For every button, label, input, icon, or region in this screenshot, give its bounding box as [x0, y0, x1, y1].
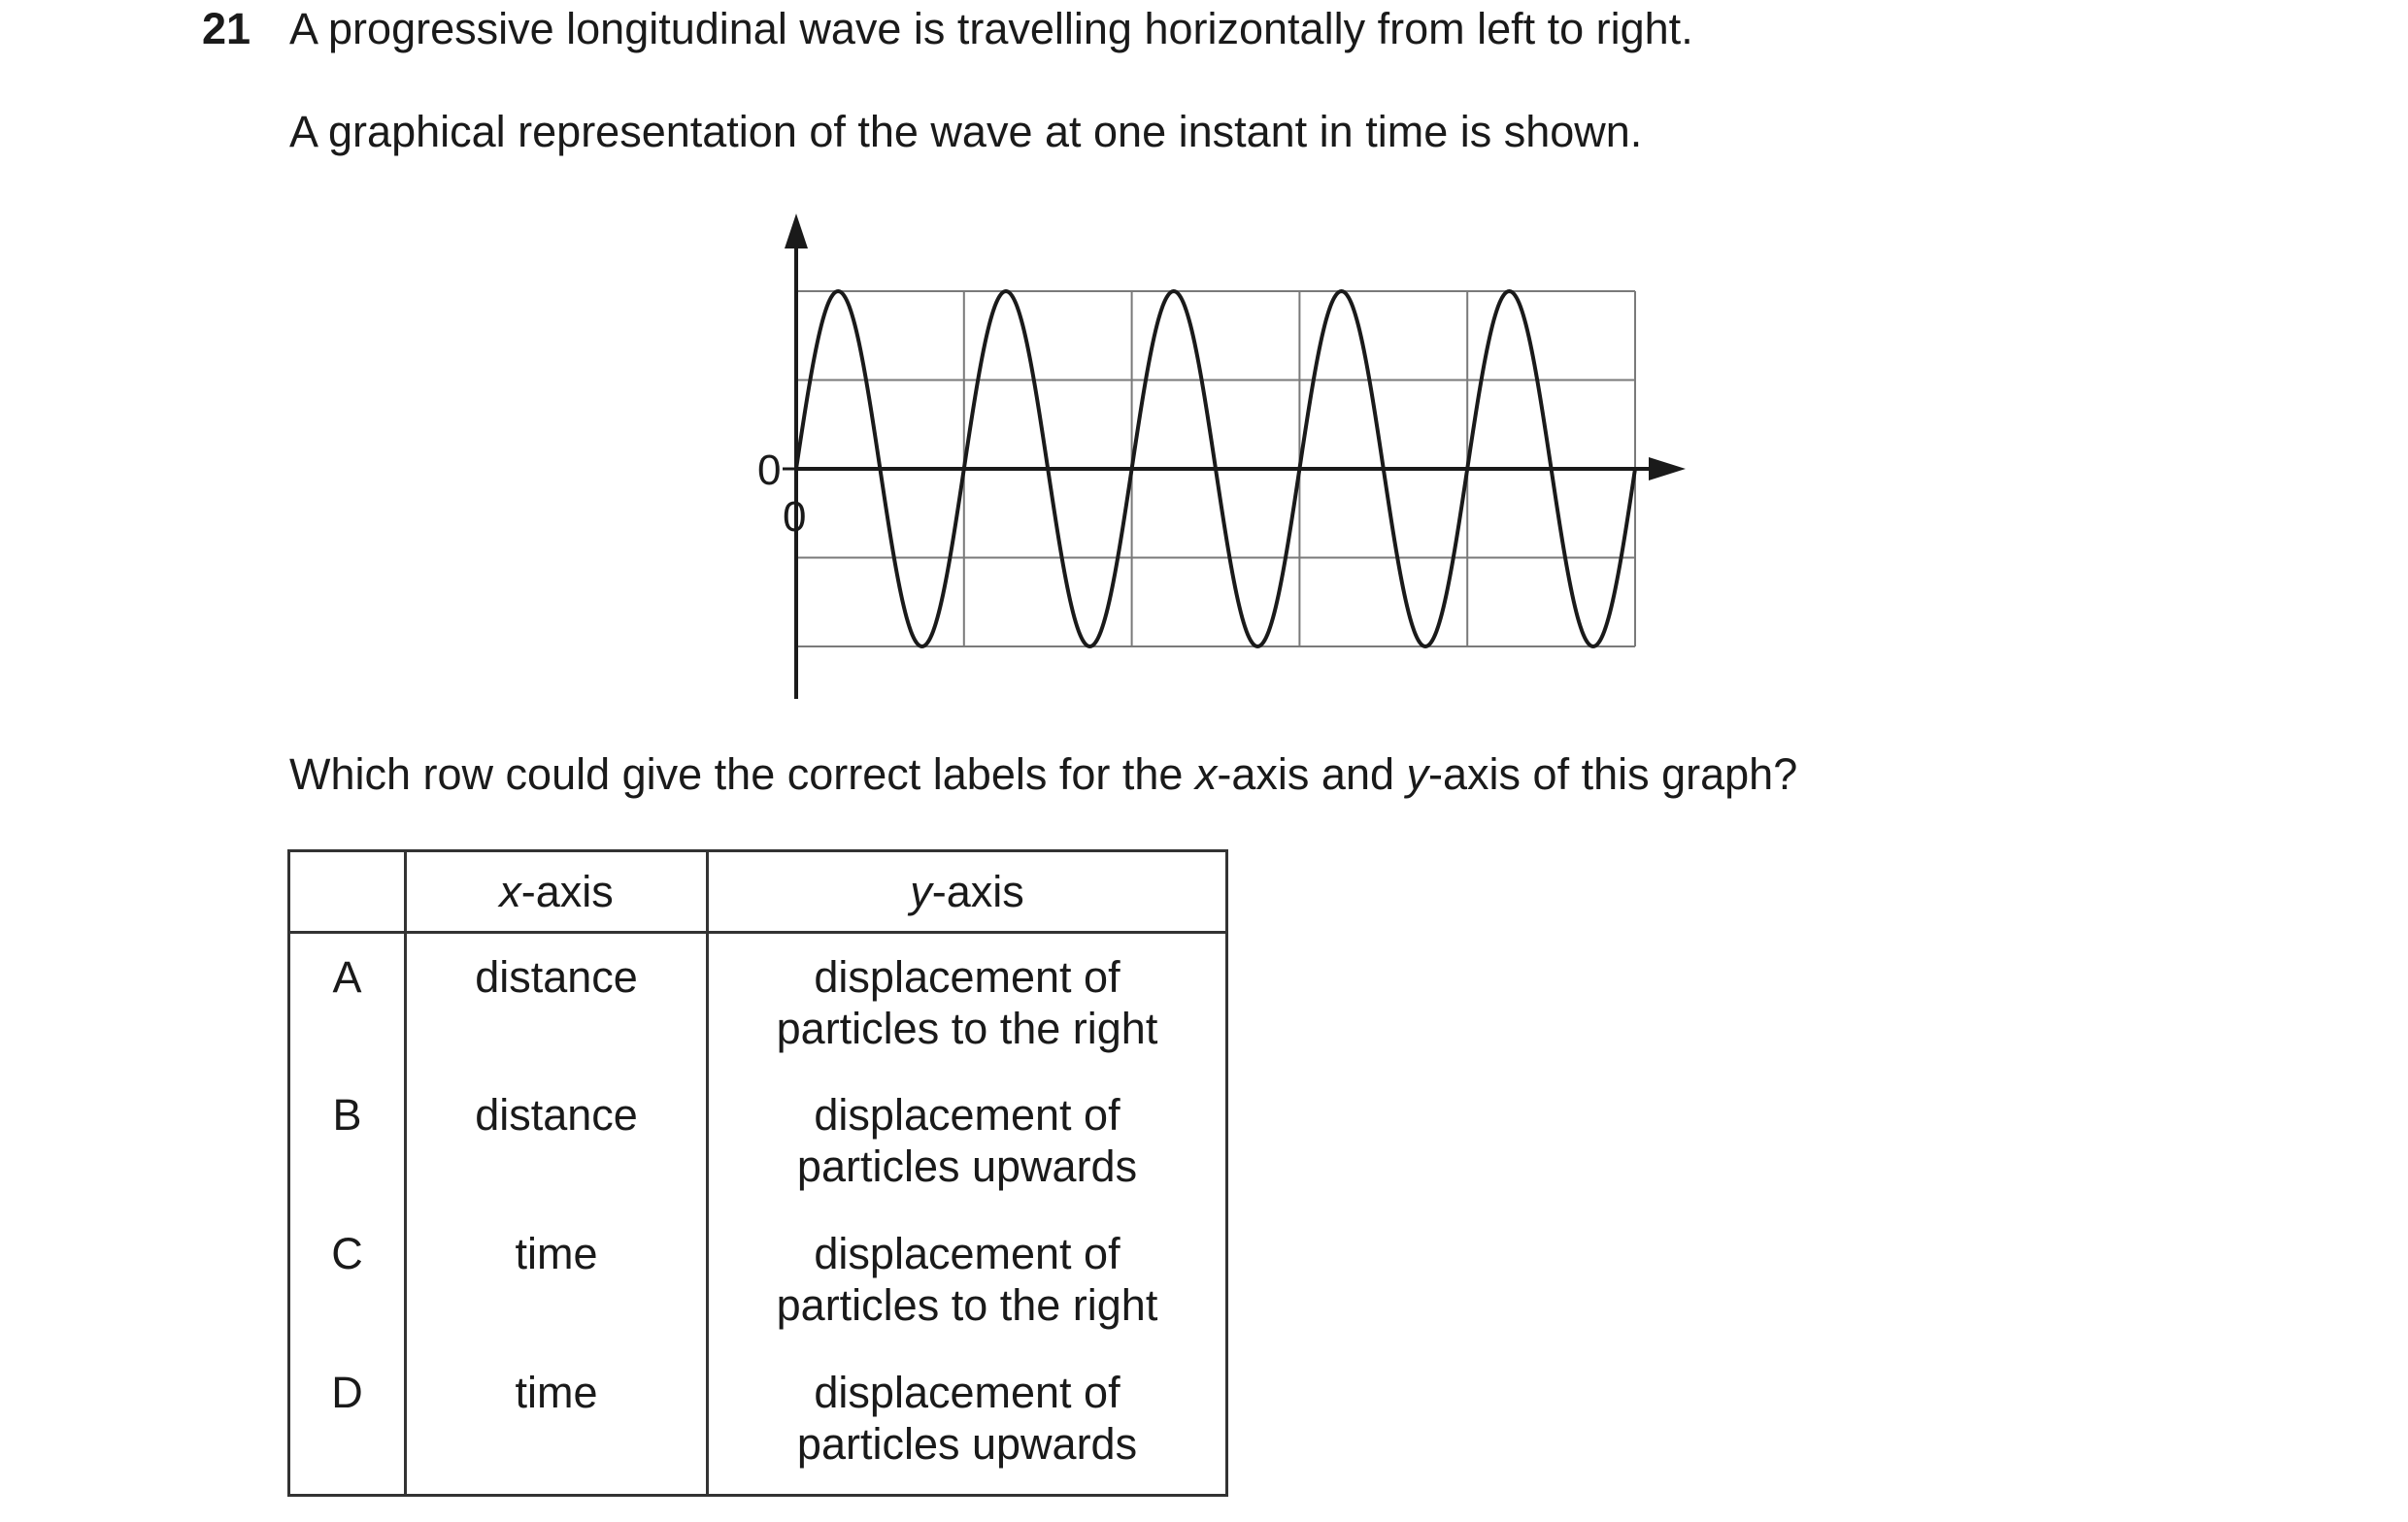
y-axis-arrowhead: [785, 214, 808, 248]
table-row: [289, 1072, 1227, 1210]
option-y-line1: displacement of: [814, 1367, 1120, 1417]
option-y-axis: [708, 1210, 1227, 1349]
option-y-axis: [708, 1349, 1227, 1496]
option-y-axis: [708, 1072, 1227, 1210]
option-x-axis: distance: [406, 1072, 708, 1210]
header-y-axis: [708, 851, 1227, 933]
option-x-axis: distance: [406, 933, 708, 1072]
x-axis-arrowhead: [1649, 457, 1686, 480]
option-key: A: [289, 933, 406, 1072]
prompt-part-3: -axis of this graph?: [1428, 749, 1798, 799]
option-y-line2: particles to the right: [776, 1004, 1158, 1053]
table-header-row: [289, 851, 1227, 933]
table-row: [289, 1210, 1227, 1349]
option-key: C: [289, 1210, 406, 1349]
prompt-part-1: Which row could give the correct labels for the: [289, 749, 1195, 799]
question-number: 21: [202, 4, 251, 53]
y-origin-label: 0: [757, 447, 782, 494]
option-y-line2: particles upwards: [796, 1141, 1138, 1191]
option-y-line1: displacement of: [814, 1089, 1120, 1140]
option-key: B: [289, 1072, 406, 1210]
answer-options-table: [287, 849, 1228, 1497]
option-key: D: [289, 1349, 406, 1496]
wave-graph: [0, 0, 2408, 738]
x-origin-label: 0: [783, 493, 807, 541]
option-y-axis: [708, 933, 1227, 1072]
option-y-line2: particles upwards: [796, 1418, 1138, 1469]
question-intro: A progressive longitudinal wave is travelling horizontally from left to right.: [289, 4, 1693, 53]
table-row: [289, 933, 1227, 1072]
prompt-x-var: x: [1194, 749, 1218, 799]
prompt-part-2: -axis and: [1217, 749, 1407, 799]
question-prompt: [289, 745, 1797, 804]
option-y-line1: displacement of: [814, 952, 1120, 1002]
option-x-axis: time: [406, 1349, 708, 1496]
header-y-var: y: [910, 867, 932, 916]
header-x-var: x: [499, 867, 521, 916]
option-y-line2: particles to the right: [776, 1279, 1158, 1330]
option-x-axis: time: [406, 1210, 708, 1349]
header-y-suffix: -axis: [931, 867, 1024, 916]
header-key-cell: [289, 851, 406, 933]
header-x-axis: [406, 851, 708, 933]
table-row: [289, 1349, 1227, 1496]
graph-caption: A graphical representation of the wave at one instant in time is shown.: [289, 107, 1643, 156]
header-x-suffix: -axis: [520, 867, 614, 916]
prompt-y-var: y: [1406, 749, 1429, 799]
option-y-line1: displacement of: [814, 1228, 1120, 1278]
